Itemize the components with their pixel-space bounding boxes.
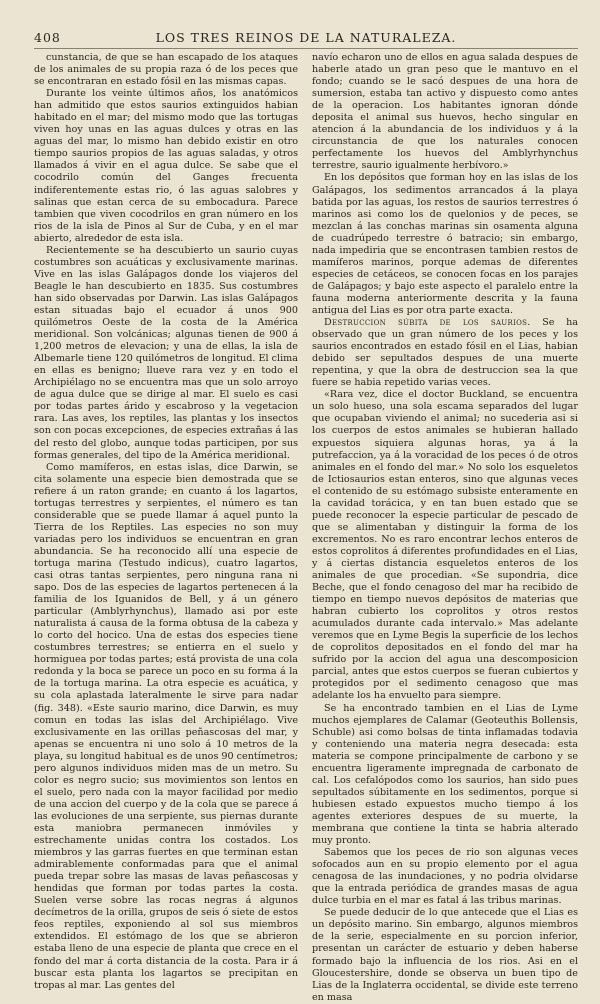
- paragraph: [312, 703, 578, 848]
- paragraph: [34, 52, 298, 88]
- paragraph-text: Se ha observado que un gran número de los peces y los saurios encontrados en estado fósil en el Lias, habian debido ser sepultados despues de una muerte repentina, y que la obra de destruccion sea la que fuere se habia repetido varias veces.: [312, 317, 578, 389]
- paragraph-text: «Rara vez, dice el doctor Buckland, se encuentra un solo hueso, una sola escama separados del lugar que ocupaban viviendo el animal; no sucederia asi si los cuerpos de estos animales se hubieran hallado expuestos siquiera algunas horas, ya á la putrefaccion, ya á la voracidad de los peces ó de otros animales en el fondo del mar.» No solo los esqueletos de Ictiosaurios estan enteros, sino que algunas veces el contenido de su estómago subsiste enteramente en la cavidad torácica, y en tan buen estado que se puede reconocer la especie particular de pescado de que se alimentaban y distinguir la forma de los excrementos. No es raro encontrar lechos enteros de estos coprolitos á diferentes profundidades en el Lias, y á ciertas distancia esqueletos enteros de los animales de que procedian. «Se supondria, dice Beche, que el fondo cenagoso del mar ha recibido de tiempo en tiempo nuevos depósitos de materias que habran cubierto los coprolitos y otros restos acumulados durante cada intervalo.» Mas adelante veremos que en Lyme Begis la superficie de los lechos de coprolitos depositados en el fondo del mar ha sufrido por la accion del agua una descomposicion parcial, antes que estos cuerpos se fueran cubiertos y protegidos por el sedimento cenagoso que mas adelante los ha envuelto para siempre.: [312, 389, 578, 702]
- right-column: [312, 52, 578, 1003]
- paragraph-text: Recientemente se ha descubierto un saurio cuyas costumbres son acuáticas y exclusivamente marinas. Vive en las islas Galápagos donde los viajeros del Beagle le han descubierto en 1835. Sus costumbres han sido observadas por Darwin. Las islas Galápagos estan situadas bajo el ecuador á unos 900 quilómetros Oeste de la costa de la América meridional. Son volcánicas; algunas tienen de 900 á 1,200 metros de elevacion; y una de ellas, la isla de Albemarle tiene 120 quilómetros de longitud. El clima en ellas es benigno; llueve rara vez y en todo el Archipiélago no se encuentra mas que un solo arroyo de agua dulce que se dirige al mar. El suelo es casi por todas partes árido y escabroso y la vegetacion rara. Las aves, los reptiles, las plantas y los insectos son con pocas excepciones, de especies extrañas á las del resto del globo, aunque todas participen, por sus formas generales, del tipo de la América meridional.: [34, 244, 298, 461]
- paragraph: [34, 462, 298, 992]
- running-header: [34, 30, 578, 49]
- paragraph-text: Durante los veinte últimos años, los anatómicos han admitido que estos saurios extinguidos habian habitado en el mar; del mismo modo que las tortugas viven hoy unas en las aguas dulces y otras en las aguas del mar, lo mismo han debido existir en otro tiempo saurios propios de las aguas saladas, y otros llamados á vivir en el agua dulce. Se sabe que el cocodrilo común del Ganges frecuenta indiferentemente estas rio, ó las aguas salobres y salinas que estan cerca de su embocadura. Parece tambien que viven cocodrilos en gran número en los rios de la isla de Pinos al Sur de Cuba, y en el mar abierto, alrededor de esta isla.: [34, 88, 298, 244]
- paragraph-text: cunstancia, de que se han escapado de los ataques de los animales de su propia raza ó de los peces que se encontraran en estado fósil en las mismas capas.: [34, 52, 298, 88]
- page-number: 408: [34, 30, 61, 45]
- paragraph-text: Sabemos que los peces de rio son algunas veces sofocados aun en su propio elemento por el agua cenagosa de las inundaciones, y no podria olvidarse que la entrada periódica de grandes masas de agua dulce turbia en el mar es fatal á las tribus marinas.: [312, 847, 578, 907]
- paragraph: [312, 317, 578, 389]
- running-title: LOS TRES REINOS DE LA NATURALEZA.: [155, 30, 457, 45]
- paragraph: [312, 907, 578, 1003]
- paragraph-text: Se ha encontrado tambien en el Lias de Lyme muchos ejemplares de Calamar (Geoteuthis Bollensis, Schuble) asi como bolsas de tinta inflamadas todavia y conteniendo una materia negra desecada: esta materia se compone principalmente de carbono y se encuentra ligeramente impregnada de carbonato de cal. Los cefalópodos como los saurios, han sido pues sepultados súbitamente en los sedimentos, porque si hubiesen estado expuestos mucho tiempo á los agentes exteriores despues de su muerte, la membrana que contiene la tinta se habria alterado muy pronto.: [312, 702, 578, 847]
- left-column: [34, 52, 298, 991]
- paragraph: [312, 389, 578, 702]
- paragraph-text: navío echaron uno de ellos en agua salada despues de haberle atado un gran peso que le mantuvo en el fondo; cuando se le sacó despues de una hora de sumersion, estaba tan activo y dispuesto como antes de la operacion. Los habitantes ignoran dónde deposita el animal sus huevos, hecho singular en atencion á la abundancia de los individuos y á la circunstancia de que los naturales conocen perfectamente los huevos del Amblyrhynchus terrestre, saurio igualmente herbívoro.»: [312, 52, 578, 172]
- paragraph: [34, 245, 298, 462]
- paragraph-text: Se puede deducir de lo que antecede que el Lias es un depósito marino. Sin embargo, algunos miembros de la serie, especialmente en su porcion inferior, presentan un carácter de estuario y deben haberse formado bajo la influencia de los rios. Asi en el Gloucestershire, donde se observa un buen tipo de Lias de la Inglaterra occidental, se divide este terreno en masa: [312, 907, 578, 1003]
- paragraph-text: Como mamíferos, en estas islas, dice Darwin, se cita solamente una especie bien demostrada que se refiere á un raton grande; en cuanto á los lagartos, tortugas terrestres y serpientes, el número es tan considerable que se puede llamar á aquel punto la Tierra de los Reptiles. Las especies no son muy variadas pero los individuos se encuentran en gran abundancia. Se ha reconocido allí una especie de tortuga marina (Testudo indicus), cuatro lagartos, casi otras tantas serpientes, pero ninguna rana ni sapo. Dos de las especies de lagartos pertenecen á la familia de los Iguanidos de Bell, y á un género particular (Amblyrhynchus), llamado asi por este naturalista á causa de la forma obtusa de la cabeza y lo corto del hocico. Una de estas dos especies tiene costumbres terrestres; se entierra en el suelo y hormiguea por todas partes; está provista de una cola redonda y la boca se parece un poco en su forma á la de la tortuga marina. La otra especie es acuática, y su cola aplastada lateralmente le sirve para nadar (fig. 348). «Este saurio marino, dice Darwin, es muy comun en todas las islas del Archipiélago. Vive exclusivamente en las orillas peñascosas del mar, y apenas se encuentra ni uno solo á 10 metros de la playa, su longitud habitual es de unos 90 centímetros; pero algunos individuos miden mas de un metro. Su color es negro sucio; sus movimientos son lentos en el suelo, pero nada con la mayor facilidad por medio de una accion del cuerpo y de la cola que se parece á las evoluciones de una serpiente, sus piernas durante esta maniobra permanecen inmóviles y estrechamente unidas contra los costados. Los miembros y las garras fuertes en que terminan estan admirablemente conformadas para que el animal pueda trepar sobre las masas de lavas peñascosas y hendidas que forman por todas partes la costa. Suelen verse sobre las rocas negras á algunos decímetros de la orilla, grupos de seis ó siete de estos feos reptiles, exponiendo al sol sus miembros extendidos. El estómago de los que se abrieron estaba lleno de una especie de planta que crece en el fondo del mar á corta distancia de la costa. Para ir á buscar esta planta los lagartos se precipitan en tropas al mar. Las gentes del: [34, 461, 298, 991]
- paragraph: [312, 52, 578, 172]
- paragraph: [312, 847, 578, 907]
- paragraph-text: En los depósitos que forman hoy en las islas de los Galápagos, los sedimentos arrancados á la playa batida por las aguas, los restos de saurios terrestres ó marinos asi como los de quelonios y de peces, se mezclan á las conchas marinas sin osamenta alguna de cuadrúpedo terrestre ó batracio; sin embargo, nada impediria que se encontrasen tambien restos de mamíferos marinos, porque ademas de diferentes especies de cetáceos, se conocen focas en los parajes de Galápagos; y bajo este aspecto el paralelo entre la fauna moderna anteriormente descrita y la fauna antigua del Lias es por otra parte exacta.: [312, 172, 578, 316]
- paragraph: [34, 88, 298, 245]
- paragraph: [312, 172, 578, 317]
- section-heading: Destruccion súbita de los saurios.: [324, 317, 531, 329]
